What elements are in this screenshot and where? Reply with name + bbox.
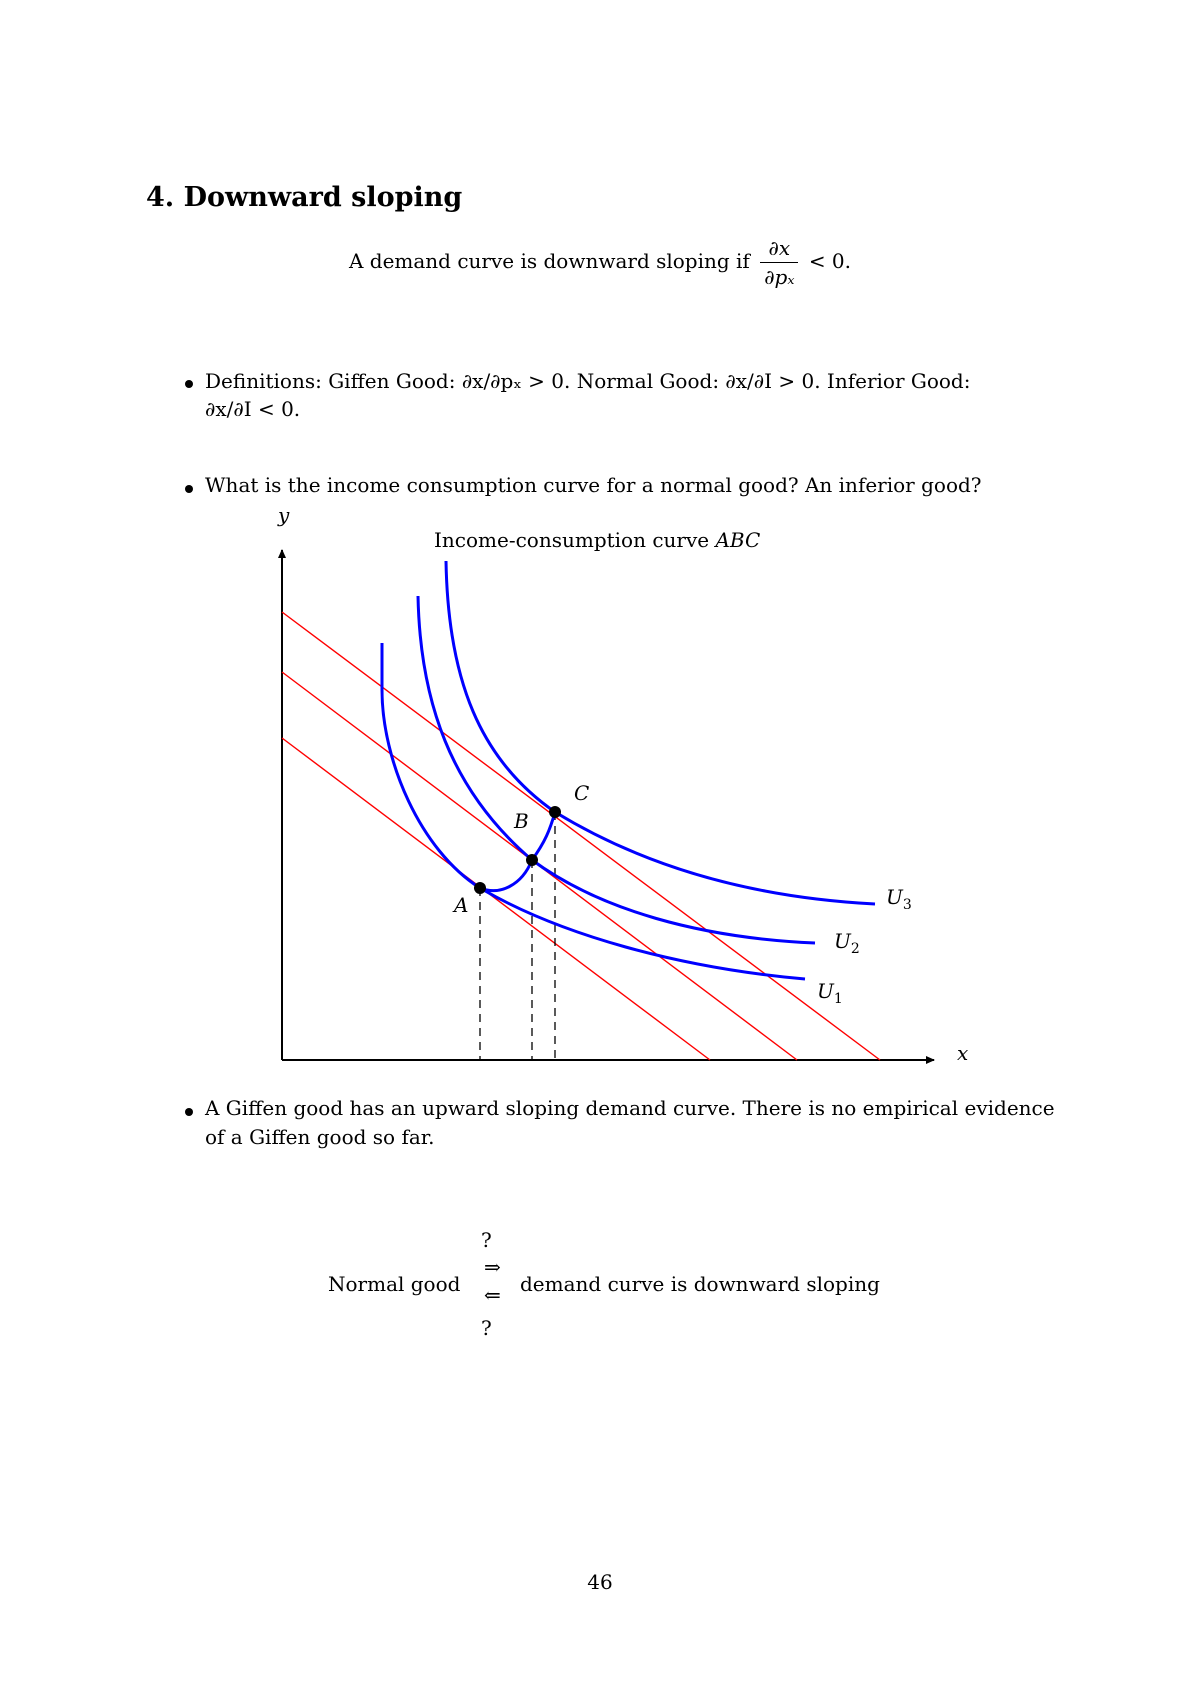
section-heading: 4. Downward sloping [146,182,463,213]
implication-arrow-left-icon: ⇐ [484,1283,501,1307]
figure-caption [434,528,760,552]
page-number: 46 [587,1570,613,1594]
curve-label-u1-sub: 1 [833,991,843,1007]
curve-label-u3-sub: 3 [902,897,912,913]
budget-line-1 [282,738,710,1060]
curve-label-u1-main: U [817,979,834,1003]
curve-label-u1 [817,979,843,1007]
bullet-question: What is the income consumption curve for a normal good? An inferior good? [205,473,982,497]
curve-label-u3 [886,885,912,913]
bullet-giffen-line1: A Giffen good has an upward sloping demand curve. There is no empirical evidence [205,1096,1055,1120]
point-B [526,854,538,866]
point-label-C: C [574,781,590,805]
bullet-icon [185,1108,193,1116]
point-label-A: A [454,893,469,917]
figure-caption-text: Income-consumption curve [434,528,716,552]
definition-prefix: A demand curve is downward sloping if [348,249,750,273]
point-A [474,882,486,894]
implication-question-bottom: ? [481,1316,492,1340]
curve-label-u2-main: U [834,929,851,953]
y-axis-label: y [278,503,290,527]
indifference-curve-u1 [382,643,805,979]
bullet-giffen-line2: of a Giffen good so far. [205,1125,435,1149]
bullet-definitions-line1: Definitions: Giffen Good: ∂x/∂pₓ > 0. Normal Good: ∂x/∂I > 0. Inferior Good: [205,369,971,393]
budget-lines [282,612,880,1060]
point-label-B: B [514,809,529,833]
budget-line-3 [282,612,880,1060]
fraction-denominator: ∂pₓ [760,262,798,289]
definition-suffix: < 0. [808,249,852,273]
x-axis-label: x [957,1041,969,1065]
implication-left: Normal good [328,1272,461,1296]
figure-caption-italic: ABC [715,528,761,552]
curve-label-u3-main: U [886,885,903,909]
curve-label-u2 [834,929,860,957]
implication-question-top: ? [481,1228,492,1252]
curve-label-u2-sub: 2 [850,941,860,957]
implication-arrow-right-icon: ⇒ [484,1255,501,1279]
implication-right: demand curve is downward sloping [520,1272,880,1296]
bullet-definitions-line2: ∂x/∂I < 0. [205,397,301,421]
indifference-curve-u3 [446,561,875,904]
point-C [549,806,561,818]
fraction-numerator: ∂x [768,236,791,260]
